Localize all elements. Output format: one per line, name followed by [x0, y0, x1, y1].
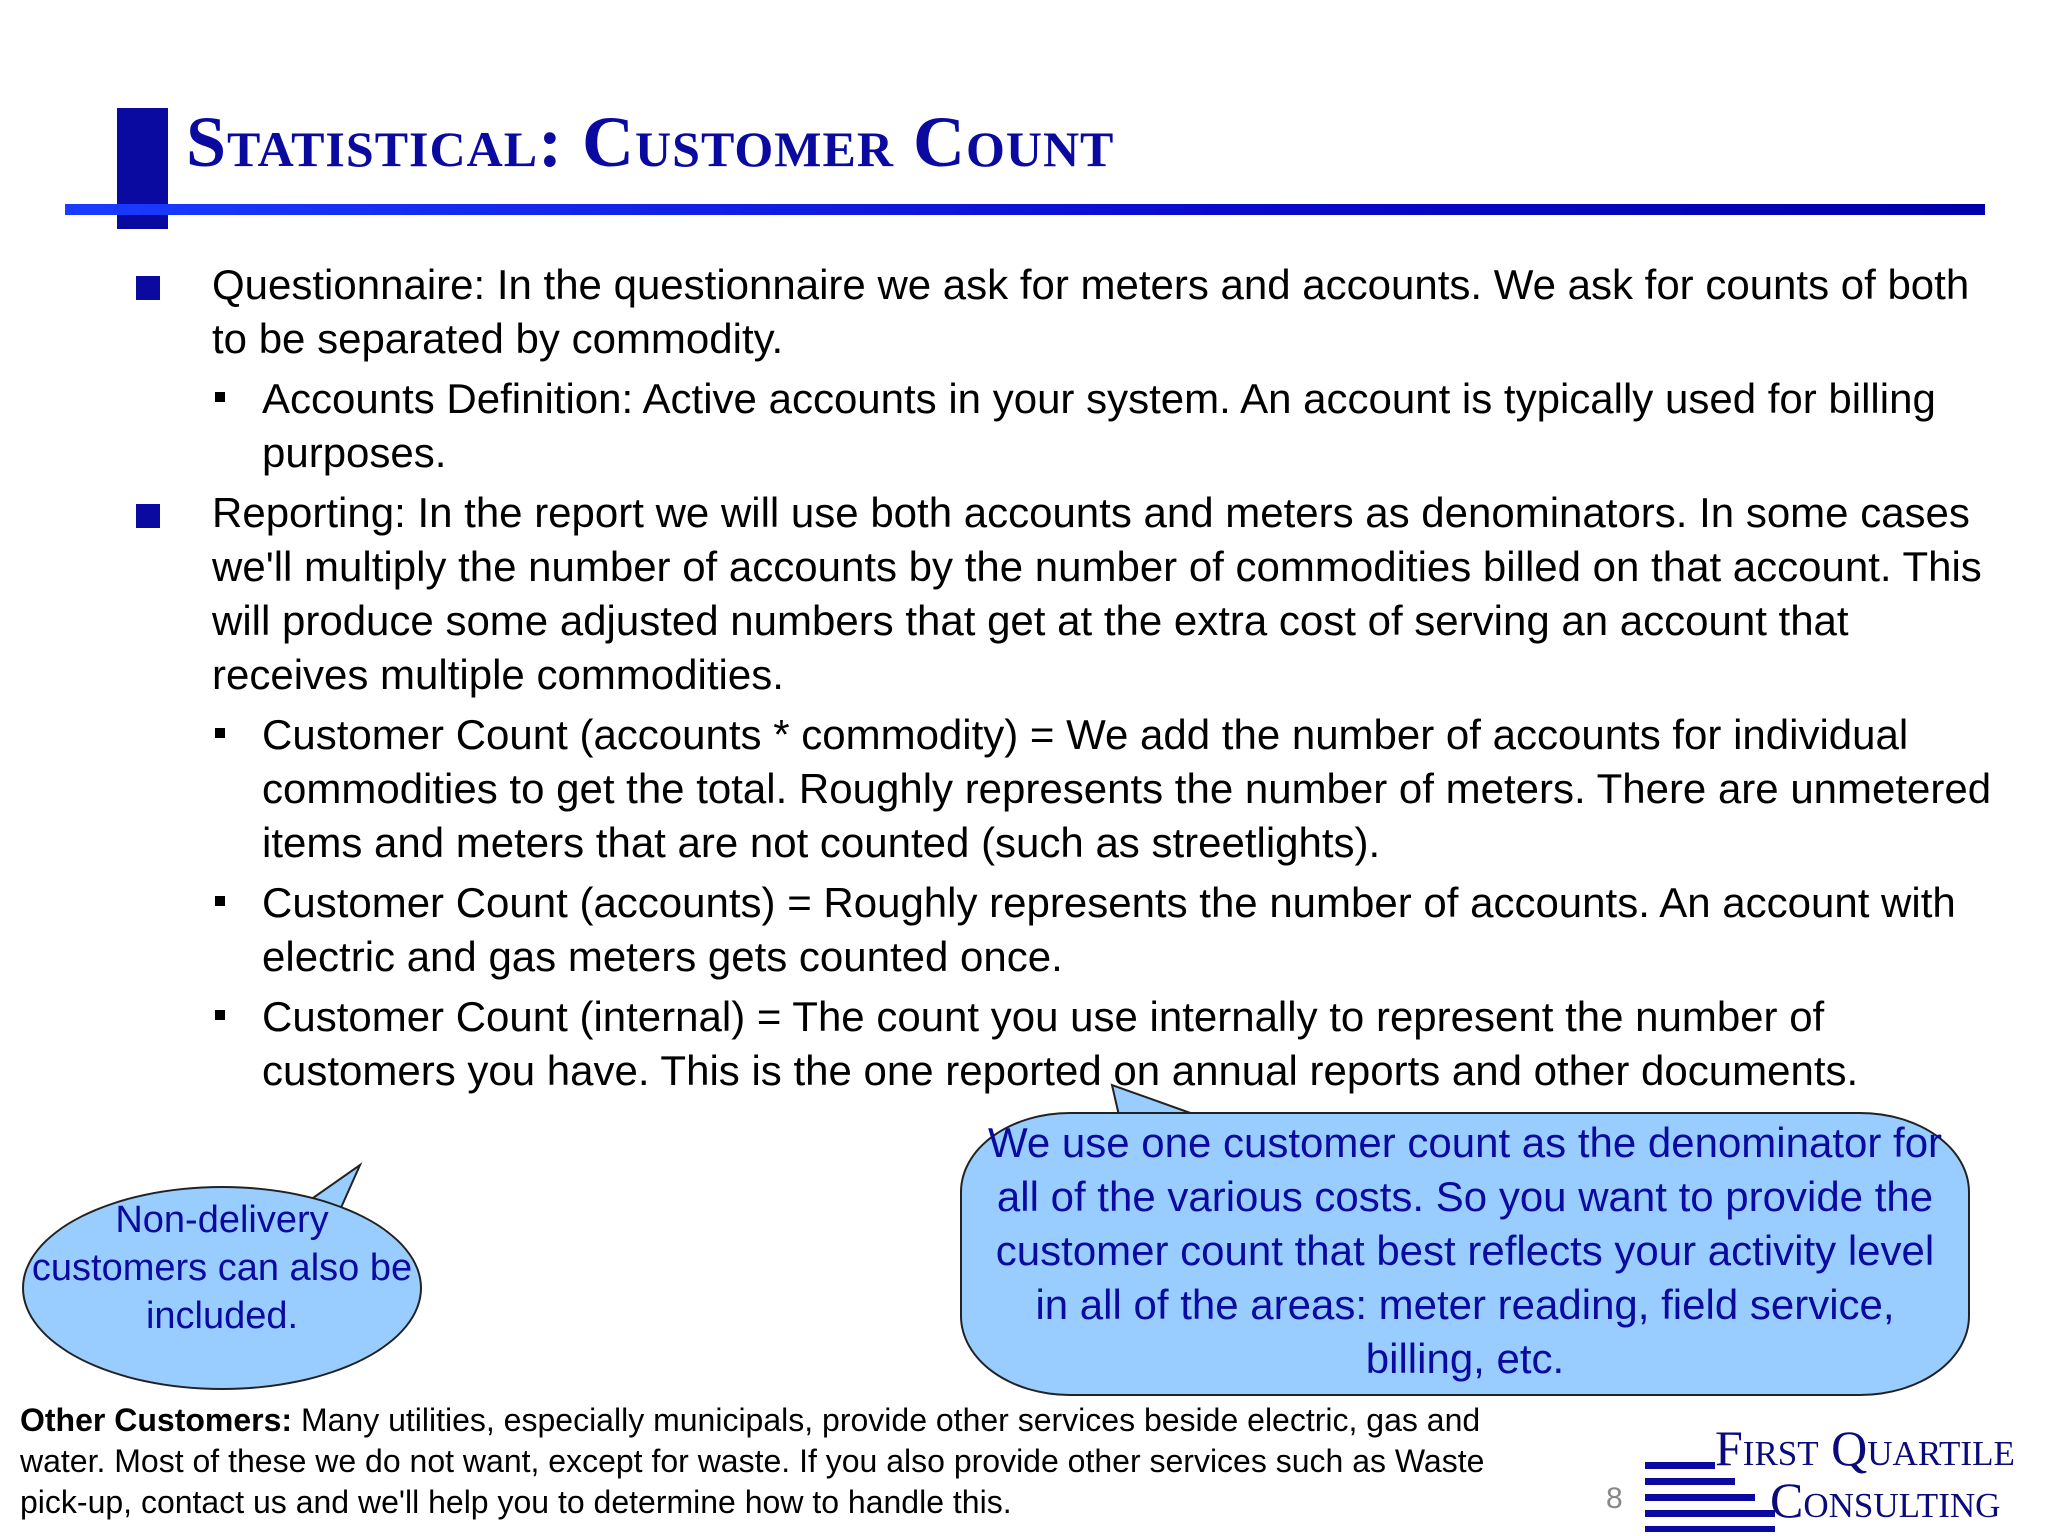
bullet-text: Reporting: In the report we will use both accounts and meters as denominators. In some cases we'll multiply the number of accounts by the number of commodities billed on that account. This will produce some adjusted numbers that get at the extra cost of serving an account that receives multiple commodities. — [212, 489, 1982, 698]
square-bullet-icon — [136, 504, 160, 528]
bullet-questionnaire — [212, 258, 2012, 366]
small-square-bullet-icon — [215, 896, 225, 906]
title-underline — [65, 204, 1985, 215]
logo-text-line1: First Quartile — [1715, 1420, 2015, 1476]
bullet-reporting — [212, 486, 2012, 702]
small-square-bullet-icon — [215, 1010, 225, 1020]
small-square-bullet-icon — [215, 392, 225, 402]
callout-non-delivery — [22, 1186, 422, 1390]
slide-title: Statistical: Customer Count — [186, 102, 1115, 182]
subbullet-count-accounts — [262, 876, 2022, 984]
logo-stripe — [1645, 1462, 1715, 1469]
callout-denominator — [960, 1112, 1970, 1396]
footer-note — [20, 1400, 1490, 1523]
subbullet-accounts-definition — [262, 372, 2022, 480]
small-square-bullet-icon — [215, 728, 225, 738]
bullet-text: Customer Count (accounts) = Roughly represents the number of accounts. An account with electric and gas meters gets counted once. — [262, 879, 1956, 980]
bullet-text: Accounts Definition: Active accounts in your system. An account is typically used for billing purposes. — [262, 375, 1936, 476]
callout-text: Non-delivery customers can also be included. — [31, 1199, 413, 1337]
footer-text: Many utilities, especially municipals, provide other services beside electric, gas and water. Most of these we do not want, except for waste. If you also provide other services such as Waste pick-up, contact us and we'll help you to determine how to handle this. — [20, 1402, 1485, 1520]
page-number: 8 — [1606, 1482, 1623, 1515]
slide-body — [0, 258, 2048, 1104]
bullet-text: Questionnaire: In the questionnaire we ask for meters and accounts. We ask for counts of both to be separated by commodity. — [212, 261, 1970, 362]
bullet-text: Customer Count (accounts * commodity) = We add the number of accounts for individual commodities to get the total. Roughly represents the number of meters. There are unmetered items and meters that are not counted (such as streetlights). — [262, 711, 1992, 866]
square-bullet-icon — [136, 276, 160, 300]
logo-stripe — [1645, 1526, 1775, 1532]
logo-stripe — [1645, 1478, 1735, 1485]
callout-text: We use one customer count as the denominator for all of the various costs. So you want to provide the customer count that best reflects your activity level in all of the areas: meter reading, field service, billing, etc. — [987, 1119, 1943, 1382]
company-logo — [1640, 1420, 2044, 1536]
logo-stripe — [1645, 1510, 1775, 1517]
subbullet-count-accounts-commodity — [262, 708, 2022, 870]
footer-label: Other Customers: — [20, 1402, 293, 1438]
logo-text-line2: Consulting — [1770, 1472, 2001, 1528]
bullet-text: Customer Count (internal) = The count you use internally to represent the number of customers you have. This is the one reported on annual reports and other documents. — [262, 993, 1859, 1094]
logo-stripe — [1645, 1494, 1755, 1501]
